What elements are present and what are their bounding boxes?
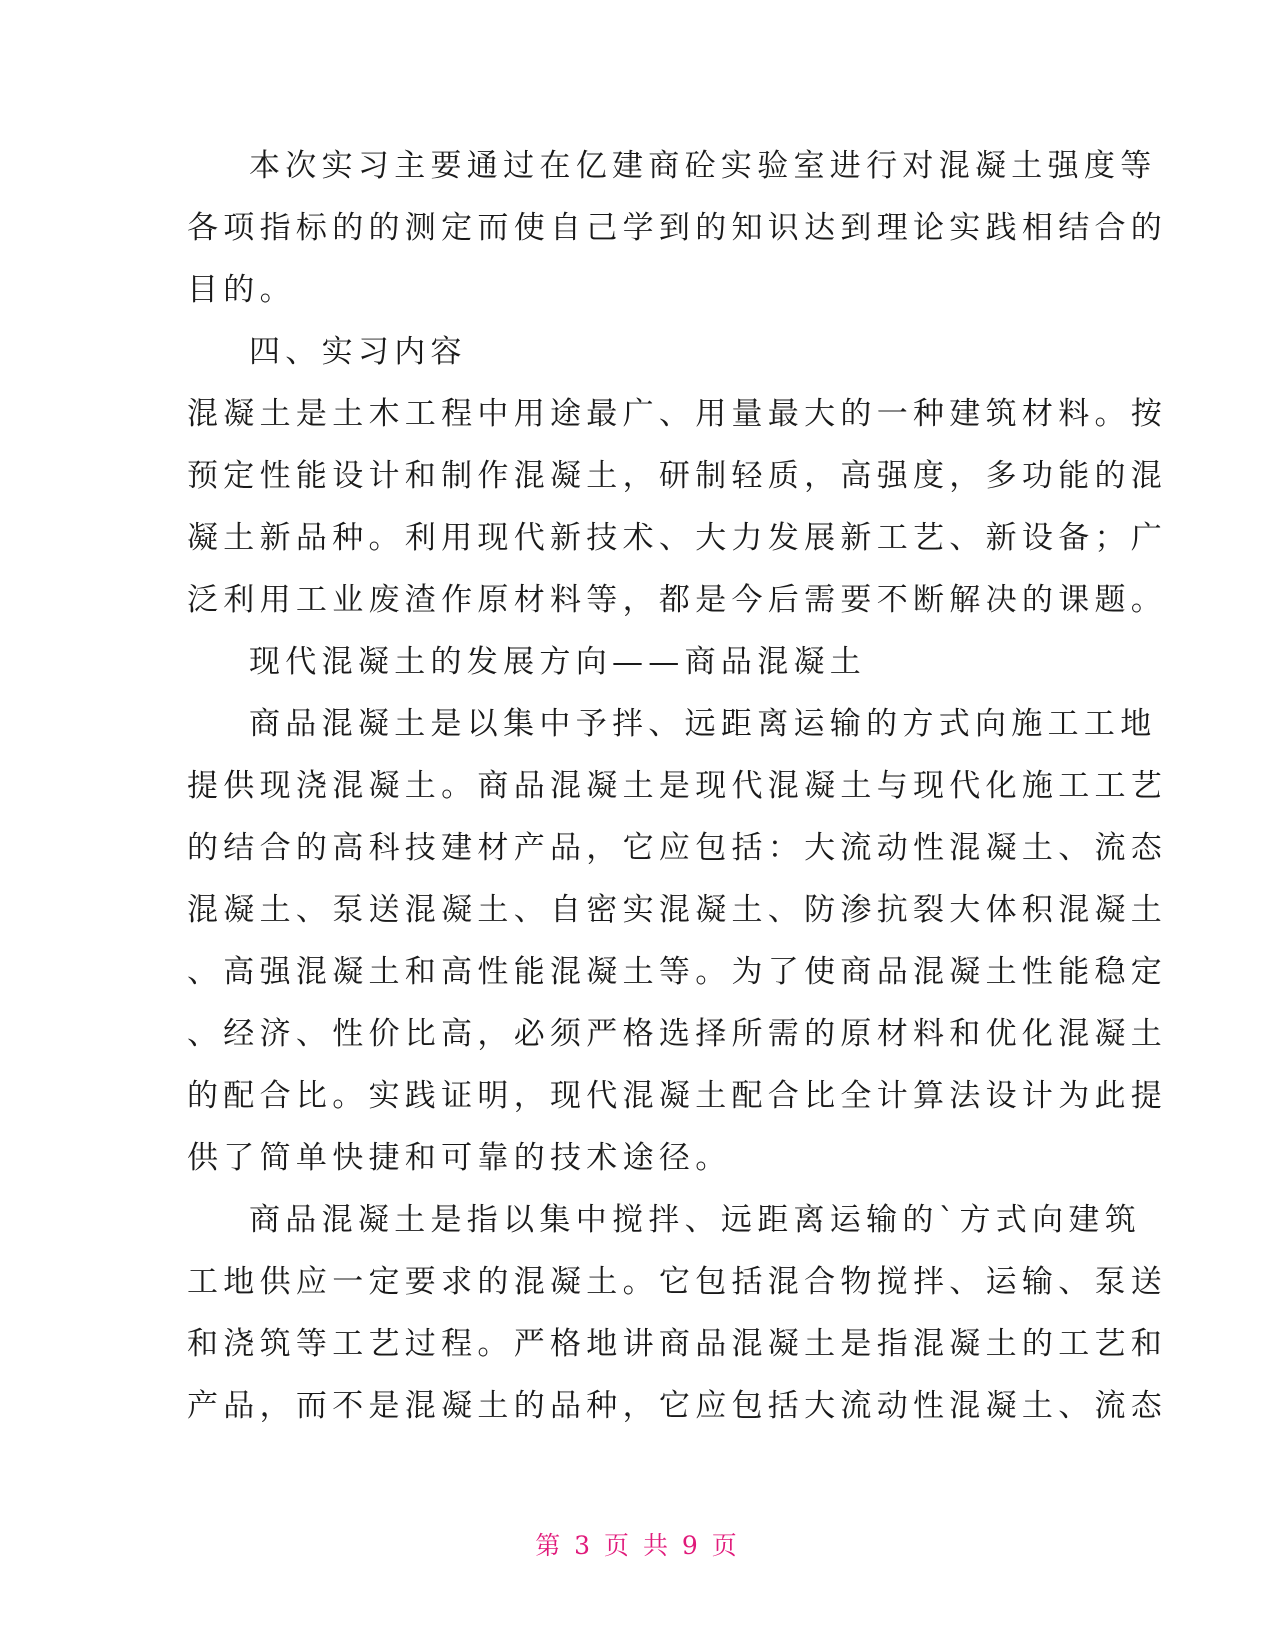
paragraph-line: 、经济、性价比高，必须严格选择所需的原材料和优化混凝土 xyxy=(187,1016,1168,1052)
paragraph-line: 的配合比。实践证明，现代混凝土配合比全计算法设计为此提 xyxy=(187,1078,1168,1114)
paragraph-line: 混凝土是土木工程中用途最广、用量最大的一种建筑材料。按 xyxy=(187,396,1168,432)
paragraph-line: 各项指标的的测定而使自己学到的知识达到理论实践相结合的 xyxy=(187,210,1168,246)
paragraph-line: 混凝土、泵送混凝土、自密实混凝土、防渗抗裂大体积混凝土 xyxy=(187,892,1168,928)
paragraph-line: 、高强混凝土和高性能混凝土等。为了使商品混凝土性能稳定 xyxy=(187,954,1168,990)
paragraph-line: 商品混凝土是指以集中搅拌、远距离运输的`方式向建筑 xyxy=(249,1202,1141,1238)
paragraph-line: 目的。 xyxy=(187,272,296,308)
subsection-heading: 现代混凝土的发展方向——商品混凝土 xyxy=(249,644,867,680)
paragraph-line: 泛利用工业废渣作原材料等，都是今后需要不断解决的课题。 xyxy=(187,582,1168,618)
paragraph-line: 凝土新品种。利用现代新技术、大力发展新工艺、新设备；广 xyxy=(187,520,1168,556)
paragraph-line: 本次实习主要通过在亿建商砼实验室进行对混凝土强度等 xyxy=(249,148,1157,184)
page-number-footer: 第 3 页 共 9 页 xyxy=(535,1531,740,1560)
paragraph-line: 工地供应一定要求的混凝土。它包括混合物搅拌、运输、泵送 xyxy=(187,1264,1168,1300)
paragraph-line: 和浇筑等工艺过程。严格地讲商品混凝土是指混凝土的工艺和 xyxy=(187,1326,1168,1362)
paragraph-line: 供了简单快捷和可靠的技术途径。 xyxy=(187,1140,732,1176)
paragraph-line: 产品，而不是混凝土的品种，它应包括大流动性混凝土、流态 xyxy=(187,1388,1168,1424)
section-heading: 四、实习内容 xyxy=(249,334,467,370)
paragraph-line: 提供现浇混凝土。商品混凝土是现代混凝土与现代化施工工艺 xyxy=(187,768,1168,804)
paragraph-line: 商品混凝土是以集中予拌、远距离运输的方式向施工工地 xyxy=(249,706,1157,742)
paragraph-line: 的结合的高科技建材产品，它应包括：大流动性混凝土、流态 xyxy=(187,830,1168,866)
paragraph-line: 预定性能设计和制作混凝土，研制轻质，高强度，多功能的混 xyxy=(187,458,1168,494)
